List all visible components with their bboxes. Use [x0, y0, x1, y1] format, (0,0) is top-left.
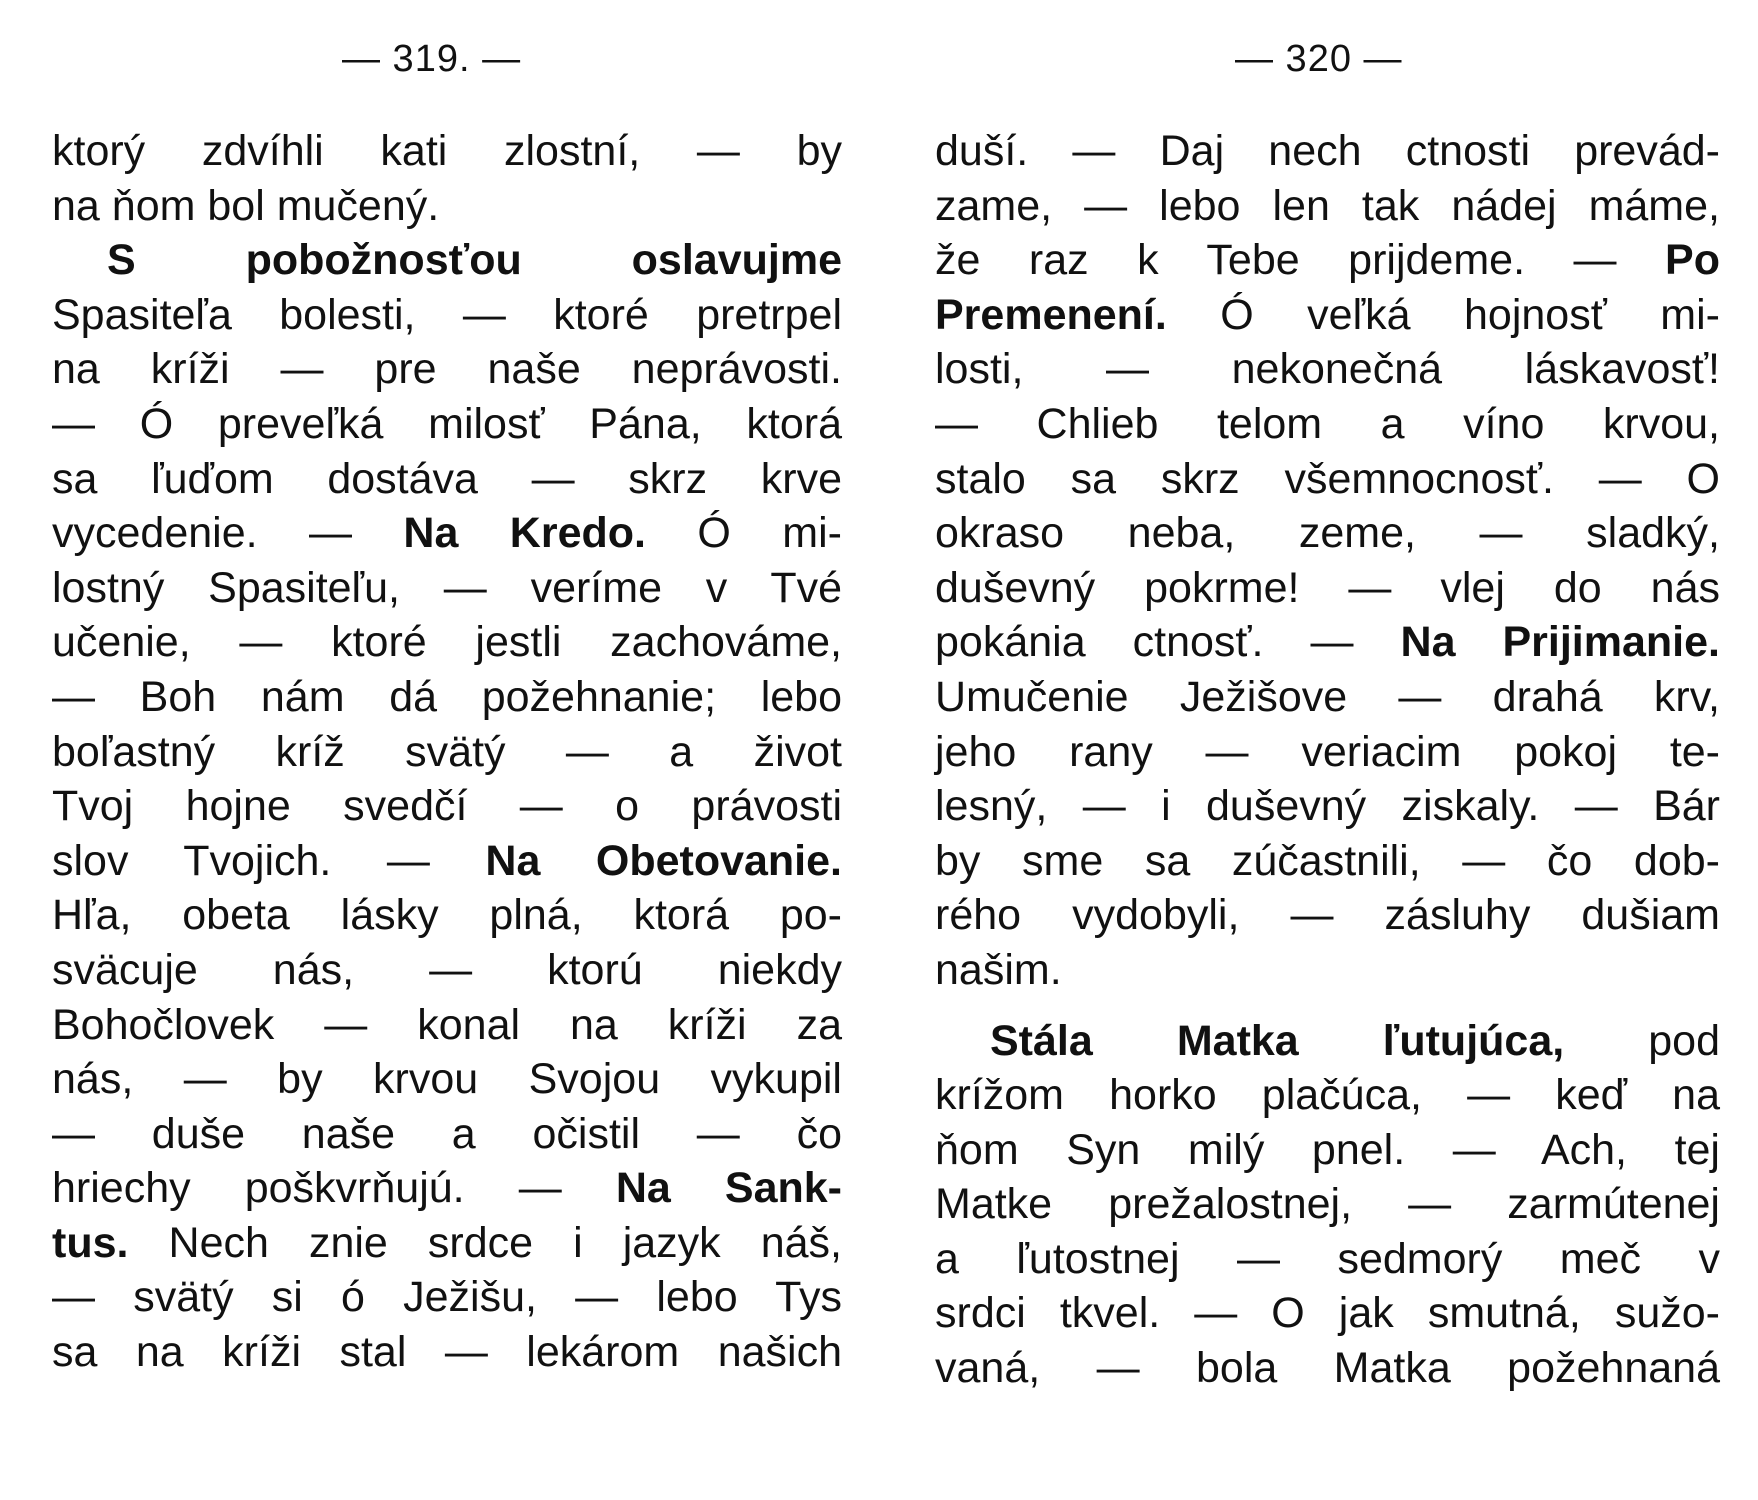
text-line: [935, 1123, 1720, 1178]
body-text: na kríži — pre naše neprávosti.: [52, 345, 842, 394]
body-text: lesný, — i duševný ziskaly. — Bár: [935, 782, 1720, 831]
bold-heading-text: Na Prijimanie.: [1400, 618, 1720, 667]
body-text: boľastný kríž svätý — a život: [52, 727, 842, 776]
body-text: — Boh nám dá požehnanie; lebo: [52, 672, 842, 721]
text-line: [935, 342, 1720, 397]
text-line: [935, 452, 1720, 507]
body-text: a ľutostnej — sedmorý meč v: [935, 1234, 1720, 1283]
text-line: [52, 124, 842, 179]
body-text: rého vydobyli, — zásluhy dušiam: [935, 891, 1720, 940]
text-line: [52, 342, 842, 397]
body-text: srdci tkvel. — O jak smutná, sužo-: [935, 1289, 1720, 1338]
body-text: sa na kríži stal — lekárom našich: [52, 1328, 842, 1377]
text-line: [52, 998, 842, 1053]
text-line: [52, 397, 842, 452]
body-text: ňom Syn milý pnel. — Ach, tej: [935, 1125, 1720, 1174]
body-text: pod: [1564, 1016, 1720, 1065]
text-column: [935, 124, 1720, 1396]
text-line: [935, 561, 1720, 616]
bold-heading-text: Na Obetovanie.: [485, 836, 842, 885]
body-text: Tvoj hojne svedčí — o právosti: [52, 782, 842, 831]
bold-heading-text: Na Sank-: [615, 1164, 842, 1213]
text-line: [935, 725, 1720, 780]
body-text: na ňom bol mučený.: [52, 181, 440, 230]
text-line: [52, 1270, 842, 1325]
body-text: Umučenie Ježišove — drahá krv,: [935, 672, 1720, 721]
text-line: [52, 288, 842, 343]
bold-heading-text: Stála Matka ľutujúca,: [990, 1016, 1565, 1065]
body-text: lostný Spasiteľu, — veríme v Tvé: [52, 563, 842, 612]
body-text: krížom horko plačúca, — keď na: [935, 1071, 1720, 1120]
body-text: — svätý si ó Ježišu, — lebo Tys: [52, 1273, 842, 1322]
text-line: [935, 1341, 1720, 1396]
bold-heading-text: S pobožnosťou oslavujme: [107, 236, 842, 285]
text-line: [52, 1216, 842, 1271]
body-text: pokánia ctnosť. —: [935, 618, 1401, 667]
body-text: učenie, — ktoré jestli zachováme,: [52, 618, 842, 667]
text-line: [52, 1107, 842, 1162]
body-text: — Ó preveľká milosť Pána, ktorá: [52, 399, 842, 448]
body-text: zame, — lebo len tak nádej máme,: [935, 181, 1720, 230]
text-line: [52, 1052, 842, 1107]
text-line: [935, 888, 1720, 943]
text-line: [52, 615, 842, 670]
text-line: [935, 1286, 1720, 1341]
body-text: — duše naše a očistil — čo: [52, 1109, 842, 1158]
body-text: okraso neba, zeme, — sladký,: [935, 509, 1720, 558]
paragraph-gap: [935, 998, 1720, 1014]
text-line: [935, 1177, 1720, 1232]
text-line: [935, 1068, 1720, 1123]
text-line: [935, 288, 1720, 343]
text-line: [52, 506, 842, 561]
body-text: Matke prežalostnej, — zarmútenej: [935, 1180, 1720, 1229]
text-line: [935, 1014, 1720, 1069]
text-line: [935, 124, 1720, 179]
body-text: nás, — by krvou Svojou vykupil: [52, 1055, 842, 1104]
body-text: Bohočlovek — konal na kríži za: [52, 1000, 842, 1049]
text-line: [935, 233, 1720, 288]
body-text: našim.: [935, 945, 1062, 994]
text-line: [935, 179, 1720, 234]
body-text: že raz k Tebe prijdeme. —: [935, 236, 1666, 285]
body-text: Spasiteľa bolesti, — ktoré pretrpel: [52, 290, 842, 339]
body-text: stalo sa skrz všemnocnosť. — O: [935, 454, 1720, 503]
text-line: [52, 1161, 842, 1216]
body-text: ktorý zdvíhli kati zlostní, — by: [52, 127, 842, 175]
text-line: [935, 397, 1720, 452]
bold-heading-text: Po: [1665, 236, 1720, 285]
body-text: — Chlieb telom a víno krvou,: [935, 399, 1720, 448]
body-text: Nech znie srdce i jazyk náš,: [128, 1218, 842, 1267]
text-line: [52, 452, 842, 507]
body-text: losti, — nekonečná láskavosť!: [935, 345, 1720, 394]
text-line: [52, 834, 842, 889]
body-text: hriechy poškvrňujú. —: [52, 1164, 616, 1213]
text-line: [935, 779, 1720, 834]
text-line: [935, 1232, 1720, 1287]
text-line: [935, 670, 1720, 725]
text-line: [52, 670, 842, 725]
body-text: sa ľuďom dostáva — skrz krve: [52, 454, 842, 503]
text-line: [52, 725, 842, 780]
body-text: slov Tvojich. —: [52, 836, 486, 885]
body-text: vaná, — bola Matka požehnaná: [935, 1344, 1720, 1393]
text-line: [935, 506, 1720, 561]
text-line: [52, 1325, 842, 1380]
text-line: [52, 561, 842, 616]
text-line: [52, 943, 842, 998]
body-text: Hľa, obeta lásky plná, ktorá po-: [52, 891, 842, 940]
body-text: by sme sa zúčastnili, — čo dob-: [935, 836, 1720, 885]
body-text: duší. — Daj nech ctnosti prevád-: [935, 127, 1720, 175]
text-line: [52, 888, 842, 943]
text-line: [935, 834, 1720, 889]
page-number: — 320 —: [1235, 38, 1403, 80]
text-line: [935, 943, 1720, 998]
body-text: Ó veľká hojnosť mi-: [1166, 290, 1720, 339]
body-text: duševný pokrme! — vlej do nás: [935, 563, 1720, 612]
body-text: jeho rany — veriacim pokoj te-: [935, 727, 1720, 776]
text-line: [52, 779, 842, 834]
page-number: — 319. —: [342, 38, 522, 80]
bold-heading-text: Premenení.: [935, 290, 1167, 339]
bold-heading-text: Na Kredo.: [403, 509, 646, 558]
text-line: [935, 615, 1720, 670]
body-text: Ó mi-: [646, 509, 842, 558]
bold-heading-text: tus.: [52, 1218, 129, 1267]
text-line: [52, 233, 842, 288]
body-text: vycedenie. —: [52, 509, 404, 558]
text-column: [52, 124, 842, 1380]
text-line: [52, 179, 842, 234]
body-text: sväcuje nás, — ktorú niekdy: [52, 945, 842, 994]
